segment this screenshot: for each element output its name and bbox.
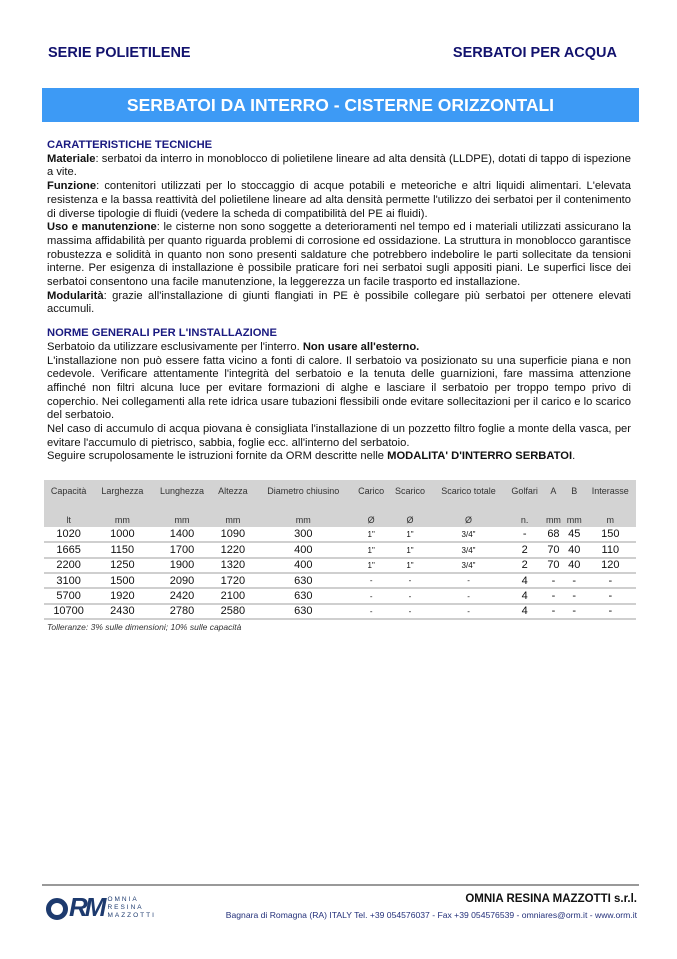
- table-cell: 120: [585, 558, 636, 573]
- tech-item: [47, 153, 631, 180]
- logo-word: RESINA: [107, 903, 144, 911]
- table-cell: -: [564, 588, 585, 603]
- table-cell: 40: [564, 542, 585, 557]
- table-cell: 2090: [151, 573, 212, 588]
- table-row: [44, 588, 636, 603]
- table-cell: 1": [353, 527, 389, 542]
- table-cell: -: [585, 588, 636, 603]
- link-ref: MODALITA' D'INTERRO SERBATOI: [387, 450, 573, 463]
- table-cell: -: [585, 604, 636, 619]
- table-cell: -: [389, 604, 431, 619]
- col-unit: Ø: [406, 514, 414, 525]
- table-row: [44, 558, 636, 573]
- col-header: Scarico totale: [441, 486, 496, 497]
- warning: Non usare all'esterno.: [302, 340, 420, 353]
- table-cell: 4: [506, 573, 543, 588]
- table-cell: -: [353, 604, 389, 619]
- col-unit: mm: [566, 514, 582, 525]
- col-unit: mm: [225, 514, 241, 525]
- col-header: B: [571, 486, 578, 497]
- table-cell: 400: [253, 558, 353, 573]
- table-cell: -: [389, 588, 431, 603]
- table-cell: 2: [506, 542, 543, 557]
- table-cell: 3100: [44, 573, 93, 588]
- col-unit: m: [606, 514, 615, 525]
- company-name: OMNIA RESINA MAZZOTTI s.r.l.: [465, 893, 637, 905]
- tech-title: CARATTERISTICHE TECNICHE: [47, 139, 213, 151]
- col-header: Diametro chiusino: [267, 486, 340, 497]
- table-cell: 40: [564, 558, 585, 573]
- header-row: [44, 480, 636, 512]
- table-cell: 10700: [44, 604, 93, 619]
- table-cell: 2420: [151, 588, 212, 603]
- tech-item: [47, 221, 631, 290]
- category-label: SERBATOI PER ACQUA: [452, 45, 617, 61]
- tolerance-note: Tolleranze: 3% sulle dimensioni; 10% sulle capacità: [47, 621, 242, 632]
- specs-table: [44, 480, 636, 620]
- table-cell: 1": [389, 527, 431, 542]
- table-cell: 400: [253, 542, 353, 557]
- col-unit: n.: [520, 514, 529, 525]
- tech-item: [47, 180, 631, 221]
- install-p1: [47, 341, 631, 355]
- logo-word: OMNIA: [107, 895, 139, 903]
- table-cell: -: [506, 527, 543, 542]
- col-header: Interasse: [591, 486, 629, 497]
- table-cell: -: [543, 604, 564, 619]
- series-label: SERIE POLIETILENE: [48, 45, 191, 61]
- table-row: [44, 542, 636, 557]
- table-cell: -: [585, 573, 636, 588]
- text: .: [572, 450, 576, 463]
- table-cell: -: [564, 604, 585, 619]
- table-cell: 1720: [212, 573, 253, 588]
- table-cell: -: [543, 588, 564, 603]
- content-flow: [44, 139, 636, 632]
- table-cell: 3/4": [431, 527, 507, 542]
- table-cell: 1": [389, 558, 431, 573]
- table-cell: 1320: [212, 558, 253, 573]
- col-header: Golfari: [511, 486, 538, 497]
- table-cell: -: [353, 573, 389, 588]
- tech-items: [47, 153, 631, 317]
- table-cell: 1250: [93, 558, 151, 573]
- table-cell: -: [431, 573, 507, 588]
- table-cell: 68: [543, 527, 564, 542]
- col-header: Capacità: [50, 486, 87, 497]
- table-cell: 1": [353, 542, 389, 557]
- tech-item-label: Modularità: [47, 289, 104, 302]
- table-cell: 110: [585, 542, 636, 557]
- table-cell: 630: [253, 604, 353, 619]
- table-cell: 3/4": [431, 558, 507, 573]
- table-cell: 1150: [93, 542, 151, 557]
- table-cell: 1020: [44, 527, 93, 542]
- table-row: [44, 573, 636, 588]
- table-cell: -: [564, 573, 585, 588]
- table-cell: 1665: [44, 542, 93, 557]
- table-cell: 1400: [151, 527, 212, 542]
- table-cell: 70: [543, 558, 564, 573]
- col-unit: mm: [295, 514, 311, 525]
- table-row: [44, 604, 636, 619]
- table-cell: 1700: [151, 542, 212, 557]
- tech-item: [47, 290, 631, 317]
- col-unit: lt: [66, 514, 71, 525]
- install-title: NORME GENERALI PER L'INSTALLAZIONE: [47, 327, 277, 340]
- table-cell: 1920: [93, 588, 151, 603]
- table-cell: 2430: [93, 604, 151, 619]
- table-cell: 1000: [93, 527, 151, 542]
- tech-item-label: Uso e manutenzione: [47, 221, 157, 234]
- table-cell: 1090: [212, 527, 253, 542]
- table-cell: 2200: [44, 558, 93, 573]
- table-cell: -: [431, 588, 507, 603]
- table-row: [44, 527, 636, 542]
- table-cell: -: [389, 573, 431, 588]
- logo-word: MAZZOTTI: [107, 911, 156, 919]
- table-cell: 1220: [212, 542, 253, 557]
- tech-item-text: : contenitori utilizzati per lo stoccaggio di acque potabili e meteoriche e altri liquidi alimentari. L'elevata resistenza e la bassa reattività del polietilene lineare ad alta densità permette l'utilizzo dei serbatoi per il contenimento di diverse tipologie di fluidi (vedere la scheda di compatibilità del PE ai fluidi).: [47, 180, 631, 220]
- table-cell: 300: [253, 527, 353, 542]
- col-unit: Ø: [465, 514, 473, 525]
- logo-mark: RM: [46, 892, 103, 923]
- table-cell: 2100: [212, 588, 253, 603]
- col-header: Carico: [358, 486, 385, 497]
- footer-divider: [42, 884, 639, 886]
- table-cell: 4: [506, 604, 543, 619]
- table-cell: 1500: [93, 573, 151, 588]
- table-cell: 45: [564, 527, 585, 542]
- install-p4: [47, 450, 631, 464]
- company-address: Bagnara di Romagna (RA) ITALY Tel. +39 054576037 - Fax +39 054576539 - omniares@orm.it - www.orm.it: [225, 910, 637, 920]
- col-unit: mm: [174, 514, 190, 525]
- table-cell: 1": [389, 542, 431, 557]
- tech-item-text: : serbatoi da interro in monoblocco di polietilene lineare ad alta densità (LLDPE), dotati di tappo di ispezione a vite.: [47, 152, 631, 179]
- table-cell: 2580: [212, 604, 253, 619]
- install-section: [47, 327, 631, 464]
- col-header: Larghezza: [101, 486, 144, 497]
- table-cell: -: [431, 604, 507, 619]
- install-p3: Nel caso di accumulo di acqua piovana è consigliata l'installazione di un pozzetto filtro foglie a monte della vasca, per evitare l'accumulo di pietrisco, sabbia, foglie ecc. all'interno del serbatoio.: [47, 423, 631, 449]
- table-cell: 2: [506, 558, 543, 573]
- text: Seguire scrupolosamente le istruzioni fornite da ORM descritte nelle: [47, 450, 388, 463]
- install-p2: L'installazione non può essere fatta vicino a fonti di calore. Il serbatoio va posizionato su una superficie piana e non cedevole. Verificare attentamente l'integrità del serbatoio e la tenuta delle guarnizioni, fare massima attenzione affinché non filtri alcuna luce per evitare formazioni di alghe e lasciare il serbatoio per troppo tempo privo di coperchio. Nei collegamenti alla rete idrica usare tubazioni flessibili onde evitare sollecitazioni per il carico e lo scarico del serbatoio.: [47, 354, 631, 422]
- col-unit: mm: [545, 514, 561, 525]
- tech-item-label: Funzione: [47, 180, 97, 193]
- table-cell: 630: [253, 588, 353, 603]
- table-cell: 1900: [151, 558, 212, 573]
- table-cell: 70: [543, 542, 564, 557]
- orm-logo: [46, 892, 156, 923]
- table-cell: 1": [353, 558, 389, 573]
- table-cell: -: [353, 588, 389, 603]
- table-cell: 2780: [151, 604, 212, 619]
- table-cell: -: [543, 573, 564, 588]
- col-unit: mm: [114, 514, 130, 525]
- table-cell: 5700: [44, 588, 93, 603]
- page-title: SERBATOI DA INTERRO - CISTERNE ORIZZONTALI: [42, 88, 639, 122]
- col-header: Altezza: [218, 486, 248, 497]
- tech-item-label: Materiale: [47, 152, 96, 165]
- table-cell: 3/4": [431, 542, 507, 557]
- table-cell: 150: [585, 527, 636, 542]
- tech-item-text: : le cisterne non sono soggette a deterioramenti nel tempo ed i materiali utilizzati assicurano la massima affidabilità per quanto riguarda problemi di corrosione ed ossidazione. La struttura in monoblocco garantisce robustezza e solidità in quanto non sono presenti saldature che potrebbero indebolire le parti sollecitate da tensioni interne. Per esigenza di installazione è possibile praticare fori nei serbatoi sugli appositi piani. Le superfici lisce dei serbatoi consentono una facile manutenzione, la leggerezza un facile trasporto ed installazione.: [47, 221, 631, 289]
- table-cell: 630: [253, 573, 353, 588]
- unit-row: [44, 512, 636, 527]
- logo-words: [107, 896, 156, 920]
- col-unit: Ø: [367, 514, 375, 525]
- col-header: A: [550, 486, 557, 497]
- tech-section: [47, 139, 631, 317]
- text: Serbatoio da utilizzare esclusivamente per l'interro.: [47, 340, 303, 353]
- table-cell: 4: [506, 588, 543, 603]
- col-header: Scarico: [394, 486, 425, 497]
- tech-item-text: : grazie all'installazione di giunti flangiati in PE è possibile collegare più serbatoi per ottenere elevati accumuli.: [47, 289, 631, 316]
- col-header: Lunghezza: [159, 486, 204, 497]
